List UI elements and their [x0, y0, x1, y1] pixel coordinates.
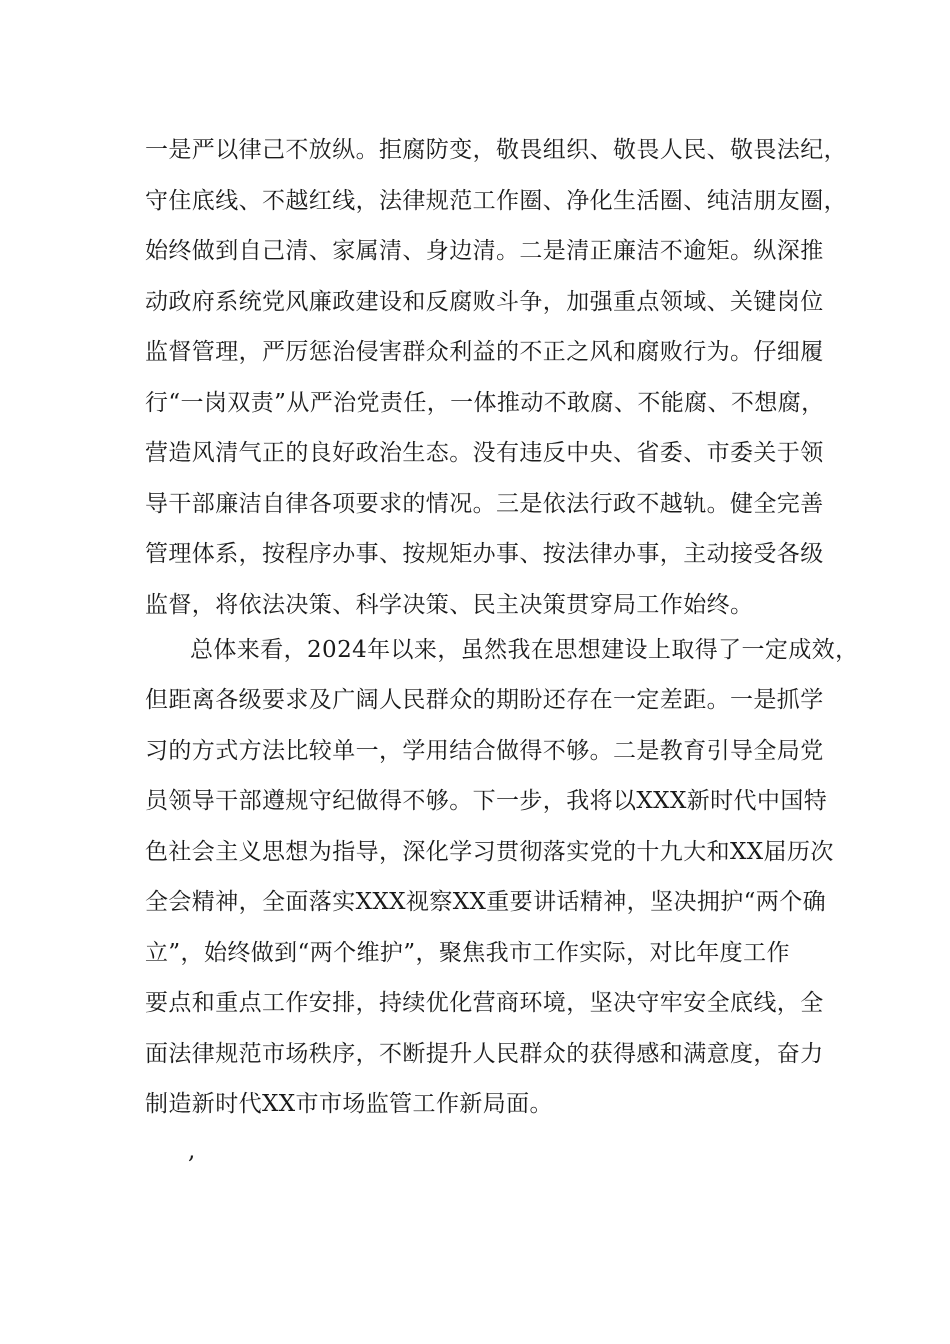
text-line: 始终做到自己清、家属清、身边清。二是清正廉洁不逾矩。纵深推 [145, 238, 824, 264]
text-line: 但距离各级要求及广阔人民群众的期盼还存在一定差距。一是抓学 [145, 687, 824, 713]
text-line: 动政府系统党风廉政建设和反腐败斗争，加强重点领域、关键岗位 [145, 289, 824, 315]
text-line: 要点和重点工作安排，持续优化营商环境，坚决守牢安全底线，全 [145, 990, 824, 1016]
text-line: 总体来看，2024年以来，虽然我在思想建设上取得了一定成效， [190, 637, 859, 663]
text-line: 管理体系，按程序办事、按规矩办事、按法律办事，主动接受各级 [145, 541, 824, 567]
text-line: 全会精神，全面落实XXX视察XX重要讲话精神，坚决拥护“两个确 [145, 889, 827, 915]
text-line: 行“一岗双责”从严治党责任，一体推动不敢腐、不能腐、不想腐， [145, 390, 825, 416]
text-line: 营造风清气正的良好政治生态。没有违反中央、省委、市委关于领 [145, 440, 824, 466]
text-line: 一是严以律己不放纵。拒腐防变，敬畏组织、敬畏人民、敬畏法纪， [145, 137, 847, 163]
text-line: 色社会主义思想为指导，深化学习贯彻落实党的十九大和XX届历次 [145, 839, 834, 865]
text-line: 立”，始终做到“两个维护”，聚焦我市工作实际，对比年度工作 [145, 940, 790, 966]
text-line: 导干部廉洁自律各项要求的情况。三是依法行政不越轨。健全完善 [145, 491, 824, 517]
text-line: 习的方式方法比较单一，学用结合做得不够。二是教育引导全局党 [145, 738, 824, 764]
text-line: 监督，将依法决策、科学决策、民主决策贯穿局工作始终。 [145, 592, 754, 618]
text-line: 面法律规范市场秩序，不断提升人民群众的获得感和满意度，奋力 [145, 1041, 824, 1067]
text-line: 制造新时代XX市市场监管工作新局面。 [145, 1091, 553, 1117]
text-line: 员领导干部遵规守纪做得不够。下一步，我将以XXX新时代中国特 [145, 788, 828, 814]
trailing-comma: , [188, 1138, 196, 1164]
text-line: 监督管理，严厉惩治侵害群众利益的不正之风和腐败行为。仔细履 [145, 339, 824, 365]
text-line: 守住底线、不越红线，法律规范工作圈、净化生活圈、纯洁朋友圈， [145, 188, 847, 214]
